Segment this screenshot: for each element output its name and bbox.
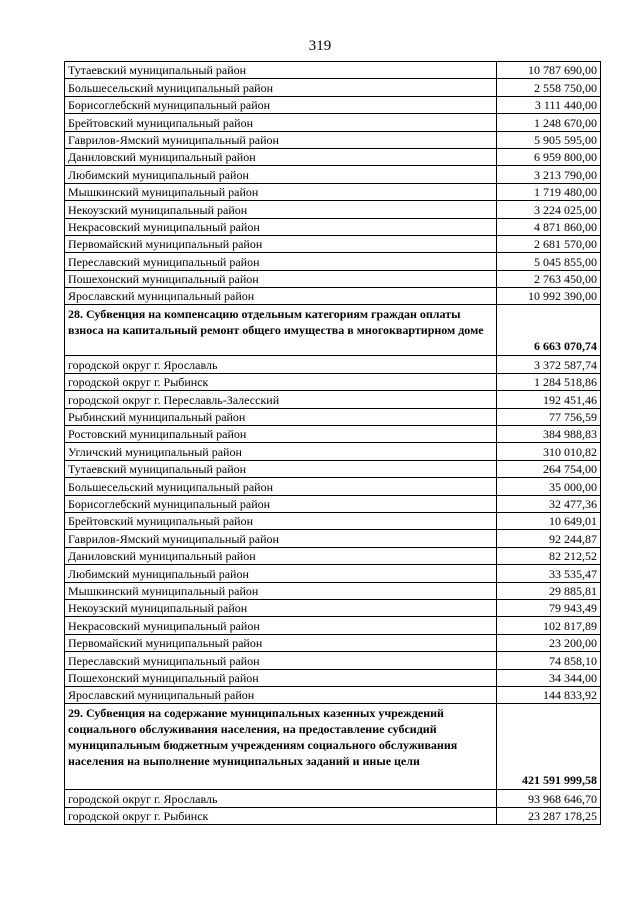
district-name: Переславский муниципальный район: [65, 253, 497, 270]
district-name: Тутаевский муниципальный район: [65, 62, 497, 79]
district-name: Некоузский муниципальный район: [65, 599, 497, 616]
table-row: [65, 478, 601, 495]
district-name: Брейтовский муниципальный район: [65, 512, 497, 529]
table-row: [65, 356, 601, 373]
amount: 2 681 570,00: [497, 235, 601, 252]
district-name: Гаврилов-Ямский муниципальный район: [65, 530, 497, 547]
district-name: Борисоглебский муниципальный район: [65, 495, 497, 512]
district-name: городской округ г. Ярославль: [65, 790, 497, 807]
table-row: [65, 495, 601, 512]
amount: 34 344,00: [497, 669, 601, 686]
district-name: Брейтовский муниципальный район: [65, 114, 497, 131]
table-row: [65, 218, 601, 235]
table-row: [65, 565, 601, 582]
table-row: [65, 582, 601, 599]
amount: 35 000,00: [497, 478, 601, 495]
table-row: [65, 617, 601, 634]
district-name: Ростовский муниципальный район: [65, 426, 497, 443]
district-name: городской округ г. Рыбинск: [65, 807, 497, 824]
amount: 2 558 750,00: [497, 79, 601, 96]
table-row: [65, 235, 601, 252]
district-name: Тутаевский муниципальный район: [65, 460, 497, 477]
district-name: Некрасовский муниципальный район: [65, 218, 497, 235]
district-name: Даниловский муниципальный район: [65, 547, 497, 564]
table-row: [65, 270, 601, 287]
district-name: городской округ г. Переславль-Залесский: [65, 391, 497, 408]
table-row: [65, 288, 601, 305]
district-name: Мышкинский муниципальный район: [65, 582, 497, 599]
table-row: [65, 669, 601, 686]
amount: 3 372 587,74: [497, 356, 601, 373]
amount: 192 451,46: [497, 391, 601, 408]
table-row: [65, 634, 601, 651]
table-row: [65, 443, 601, 460]
amount: 6 959 800,00: [497, 148, 601, 165]
district-name: Пошехонский муниципальный район: [65, 669, 497, 686]
amount: 32 477,36: [497, 495, 601, 512]
amount: 79 943,49: [497, 599, 601, 616]
amount: 3 111 440,00: [497, 96, 601, 113]
table-row: [65, 426, 601, 443]
amount: 310 010,82: [497, 443, 601, 460]
table-row: [65, 790, 601, 807]
budget-table-body: [65, 62, 601, 825]
table-row: [65, 686, 601, 703]
amount: 5 905 595,00: [497, 131, 601, 148]
amount: 3 224 025,00: [497, 201, 601, 218]
table-row: [65, 148, 601, 165]
amount: 10 787 690,00: [497, 62, 601, 79]
section-title: 29. Субвенция на содержание муниципальных казенных учреждений социального обслуживания населения, на предоставление субсидий муниципальным бюджетным учреждениям социального обслуживания населения на выполнение муниципальных заданий и иные цели: [65, 704, 497, 790]
district-name: городской округ г. Ярославль: [65, 356, 497, 373]
amount: 74 858,10: [497, 652, 601, 669]
budget-table: [64, 61, 601, 825]
district-name: Мышкинский муниципальный район: [65, 183, 497, 200]
amount: 93 968 646,70: [497, 790, 601, 807]
amount: 102 817,89: [497, 617, 601, 634]
amount: 2 763 450,00: [497, 270, 601, 287]
amount: 23 287 178,25: [497, 807, 601, 824]
table-row: [65, 79, 601, 96]
section-header-row: [65, 305, 601, 356]
district-name: Пошехонский муниципальный район: [65, 270, 497, 287]
table-row: [65, 166, 601, 183]
district-name: Первомайский муниципальный район: [65, 634, 497, 651]
district-name: Угличский муниципальный район: [65, 443, 497, 460]
district-name: Любимский муниципальный район: [65, 565, 497, 582]
table-row: [65, 599, 601, 616]
amount: 264 754,00: [497, 460, 601, 477]
table-row: [65, 807, 601, 824]
district-name: Гаврилов-Ямский муниципальный район: [65, 131, 497, 148]
table-row: [65, 408, 601, 425]
district-name: Рыбинский муниципальный район: [65, 408, 497, 425]
table-row: [65, 131, 601, 148]
district-name: Некрасовский муниципальный район: [65, 617, 497, 634]
section-header-row: [65, 704, 601, 790]
table-row: [65, 253, 601, 270]
amount: 1 248 670,00: [497, 114, 601, 131]
district-name: Переславский муниципальный район: [65, 652, 497, 669]
amount: 384 988,83: [497, 426, 601, 443]
table-row: [65, 114, 601, 131]
table-row: [65, 62, 601, 79]
amount: 3 213 790,00: [497, 166, 601, 183]
district-name: Любимский муниципальный район: [65, 166, 497, 183]
district-name: Большесельский муниципальный район: [65, 478, 497, 495]
amount: 10 992 390,00: [497, 288, 601, 305]
section-total: 421 591 999,58: [497, 704, 601, 790]
district-name: Некоузский муниципальный район: [65, 201, 497, 218]
table-row: [65, 652, 601, 669]
page-number: 319: [308, 38, 332, 54]
table-row: [65, 391, 601, 408]
table-row: [65, 373, 601, 390]
district-name: Даниловский муниципальный район: [65, 148, 497, 165]
amount: 77 756,59: [497, 408, 601, 425]
amount: 10 649,01: [497, 512, 601, 529]
amount: 1 284 518,86: [497, 373, 601, 390]
amount: 33 535,47: [497, 565, 601, 582]
district-name: Первомайский муниципальный район: [65, 235, 497, 252]
table-row: [65, 201, 601, 218]
amount: 1 719 480,00: [497, 183, 601, 200]
amount: 29 885,81: [497, 582, 601, 599]
amount: 23 200,00: [497, 634, 601, 651]
table-row: [65, 460, 601, 477]
table-row: [65, 183, 601, 200]
amount: 5 045 855,00: [497, 253, 601, 270]
section-total: 6 663 070,74: [497, 305, 601, 356]
district-name: Борисоглебский муниципальный район: [65, 96, 497, 113]
table-row: [65, 512, 601, 529]
amount: 144 833,92: [497, 686, 601, 703]
section-title: 28. Субвенция на компенсацию отдельным категориям граждан оплаты взноса на капитальный ремонт общего имущества в многоквартирном доме: [65, 305, 497, 356]
amount: 82 212,52: [497, 547, 601, 564]
district-name: Большесельский муниципальный район: [65, 79, 497, 96]
amount: 4 871 860,00: [497, 218, 601, 235]
district-name: Ярославский муниципальный район: [65, 288, 497, 305]
district-name: городской округ г. Рыбинск: [65, 373, 497, 390]
table-row: [65, 96, 601, 113]
table-row: [65, 530, 601, 547]
district-name: Ярославский муниципальный район: [65, 686, 497, 703]
table-row: [65, 547, 601, 564]
amount: 92 244,87: [497, 530, 601, 547]
